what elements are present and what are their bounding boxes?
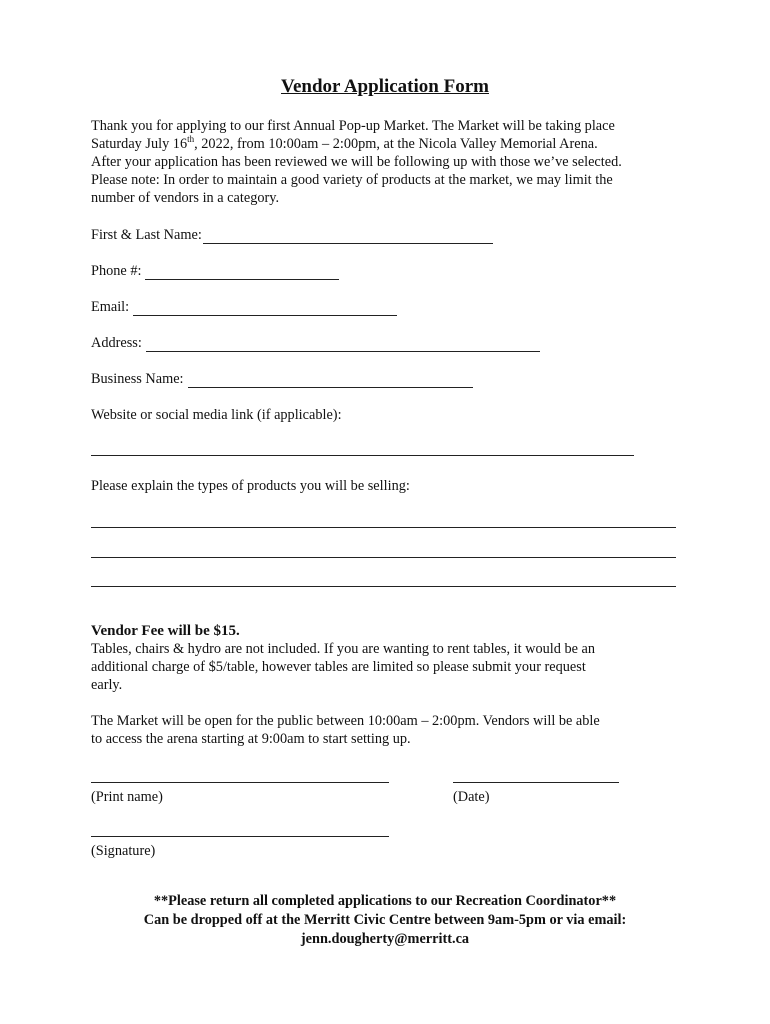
products-input-line-1[interactable] [91,527,676,528]
footer-line-1: **Please return all completed applications to our Recreation Coordinator** [153,893,617,909]
phone-label: Phone #: [91,263,142,279]
hours-paragraph [91,712,691,748]
products-input-line-3[interactable] [91,586,676,587]
intro-line-3: After your application has been reviewed we will be following up with those we’ve selected. [91,154,622,170]
hours-line-1: The Market will be open for the public between 10:00am – 2:00pm. Vendors will be able [91,713,600,729]
name-input-line[interactable] [203,229,493,244]
form-title: Vendor Application Form [281,76,489,97]
hours-line-2: to access the arena starting at 9:00am to start setting up. [91,731,411,747]
email-input-line[interactable] [133,301,397,316]
footer-line-2: Can be dropped off at the Merritt Civic Centre between 9am-5pm or via email: [143,912,627,928]
business-name-label: Business Name: [91,371,184,387]
products-label: Please explain the types of products you will be selling: [91,478,410,494]
intro-line-4: Please note: In order to maintain a good variety of products at the market, we may limit the [91,172,613,188]
date-line[interactable] [453,782,619,783]
phone-field [91,262,339,280]
fee-paragraph [91,640,691,694]
intro-line-5: number of vendors in a category. [91,190,280,206]
products-input-line-2[interactable] [91,557,676,558]
intro-date-rest: , 2022, from 10:00am – 2:00pm, at the Nicola Valley Memorial Arena. [194,136,598,152]
address-label: Address: [91,335,142,351]
print-name-label: (Print name) [91,789,163,805]
website-input-line[interactable] [91,455,634,456]
name-field [91,226,493,244]
print-name-line[interactable] [91,782,389,783]
address-input-line[interactable] [146,337,540,352]
intro-line-2 [91,135,691,153]
vendor-fee-heading: Vendor Fee will be $15. [91,623,240,639]
business-name-input-line[interactable] [188,373,473,388]
fee-line-1: Tables, chairs & hydro are not included. If you are wanting to rent tables, it would be an [91,641,596,657]
business-name-field [91,370,473,388]
email-label: Email: [91,299,130,315]
signature-label: (Signature) [91,843,156,859]
address-field [91,334,540,352]
fee-line-2: additional charge of $5/table, however tables are limited so please submit your request [91,659,586,675]
intro-date-suffix: th [187,134,195,145]
return-instructions [0,892,770,949]
date-label: (Date) [453,789,490,805]
website-label: Website or social media link (if applicable): [91,407,342,423]
fee-line-3: early. [91,677,123,693]
intro-paragraph [91,117,691,207]
name-label: First & Last Name: [91,227,202,243]
phone-input-line[interactable] [145,265,339,280]
intro-date-prefix: Saturday July 16 [91,136,188,152]
footer-email: jenn.dougherty@merritt.ca [300,931,470,947]
email-field [91,298,397,316]
signature-line[interactable] [91,836,389,837]
intro-line-1: Thank you for applying to our first Annual Pop-up Market. The Market will be taking place [91,118,615,134]
